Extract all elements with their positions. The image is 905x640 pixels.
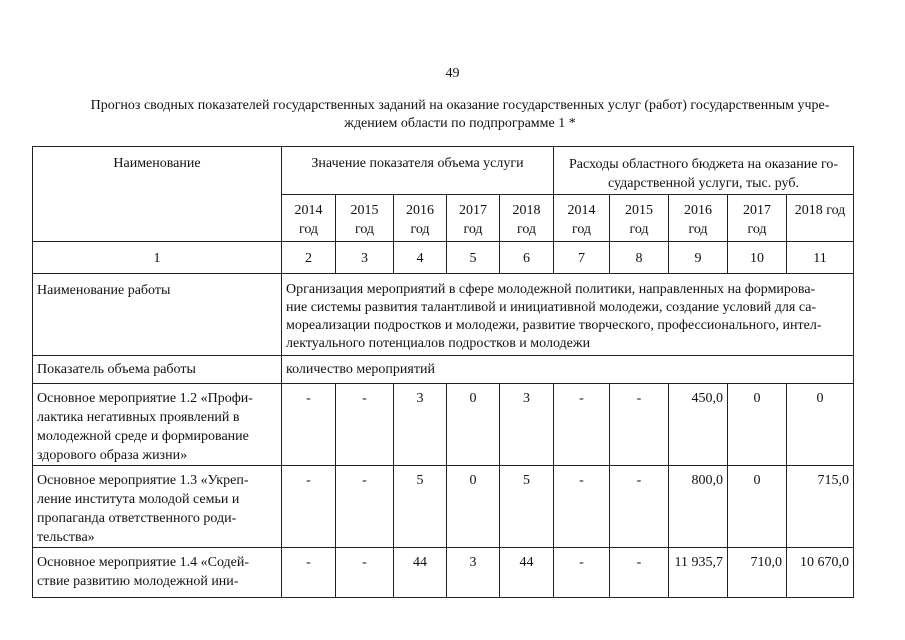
table-cell: - (610, 466, 669, 548)
indicator-row (33, 356, 854, 384)
table-cell: 710,0 (728, 548, 787, 598)
table-cell: - (282, 384, 336, 466)
document-title-line-1: Прогноз сводных показателей государственных заданий на оказание государственных услуг (работ) государственным учре- (90, 98, 830, 113)
table-cell: 3 (500, 384, 554, 466)
work-name-line: ние системы развития талантливой и инициативной молодежи, создание условий для са- (286, 300, 817, 315)
column-number: 9 (669, 242, 728, 274)
indicator-label: Показатель объема работы (33, 356, 282, 384)
column-number: 2 (282, 242, 336, 274)
table-cell: 450,0 (669, 384, 728, 466)
table-cell: - (610, 384, 669, 466)
work-name-line: лектуального потенциалов подростков и молодежи (286, 336, 591, 351)
table-cell: 0 (447, 466, 500, 548)
year-header: 2016 год (394, 195, 447, 242)
work-name-label: Наименование работы (33, 274, 282, 356)
table-row (33, 548, 854, 598)
table-cell: - (610, 548, 669, 598)
table-cell: 5 (394, 466, 447, 548)
work-name-row (33, 274, 854, 356)
table-cell: 44 (500, 548, 554, 598)
header-budget-group-line-1: Расходы областного бюджета на оказание го- (568, 157, 839, 172)
year-header: 2014 год (554, 195, 610, 242)
column-numbers-row (33, 242, 854, 274)
year-header: 2018 год (500, 195, 554, 242)
table-cell: 0 (728, 466, 787, 548)
table-cell: 11 935,7 (669, 548, 728, 598)
table-cell: 715,0 (787, 466, 854, 548)
forecast-table (32, 146, 854, 598)
indicator-value: количество мероприятий (282, 356, 854, 384)
table-cell: - (554, 384, 610, 466)
work-name-value (282, 274, 854, 356)
column-number: 11 (787, 242, 854, 274)
page-number: 49 (445, 66, 460, 81)
table-cell: 0 (728, 384, 787, 466)
table-cell: 800,0 (669, 466, 728, 548)
column-number: 7 (554, 242, 610, 274)
header-group-row (33, 147, 854, 195)
table-row (33, 466, 854, 548)
table-cell: - (282, 466, 336, 548)
activity-name: Основное мероприятие 1.2 «Профи- лактика негативных проявлений в молодежной среде и формирование здорового образа жизни» (33, 384, 282, 466)
activity-name: Основное мероприятие 1.3 «Укреп- ление института молодой семьи и пропаганда ответственного роди- тельства» (33, 466, 282, 548)
column-number: 1 (33, 242, 282, 274)
table-cell: 5 (500, 466, 554, 548)
table-row (33, 384, 854, 466)
table-cell: - (336, 466, 394, 548)
table-cell: 0 (447, 384, 500, 466)
header-budget-group (554, 147, 854, 195)
year-header: 2017 год (728, 195, 787, 242)
document-title-line-2: ждением области по подпрограмме 1 * (344, 116, 576, 131)
table-cell: - (336, 384, 394, 466)
document-title (60, 97, 860, 133)
column-number: 6 (500, 242, 554, 274)
activity-name: Основное мероприятие 1.4 «Содей- ствие развитию молодежной ини- (33, 548, 282, 598)
column-number: 4 (394, 242, 447, 274)
table-cell: 3 (447, 548, 500, 598)
table-cell: - (282, 548, 336, 598)
table-cell: 3 (394, 384, 447, 466)
year-header: 2015 год (336, 195, 394, 242)
column-number: 5 (447, 242, 500, 274)
column-number: 3 (336, 242, 394, 274)
table-cell: - (554, 466, 610, 548)
year-header: 2018 год (787, 195, 854, 242)
year-header: 2017 год (447, 195, 500, 242)
year-header: 2014 год (282, 195, 336, 242)
table-cell: - (336, 548, 394, 598)
table-cell: 0 (787, 384, 854, 466)
work-name-line: Организация мероприятий в сфере молодежной политики, направленных на формирова- (286, 282, 816, 297)
column-number: 10 (728, 242, 787, 274)
work-name-line: мореализации подростков и молодежи, развитие творческого, профессионального, интел- (286, 318, 822, 333)
column-number: 8 (610, 242, 669, 274)
header-name: Наименование (33, 147, 282, 242)
year-header: 2016 год (669, 195, 728, 242)
table-cell: 10 670,0 (787, 548, 854, 598)
header-budget-group-line-2: сударственной услуги, тыс. руб. (608, 176, 799, 191)
table-cell: 44 (394, 548, 447, 598)
header-volume-group: Значение показателя объема услуги (282, 147, 554, 195)
year-header: 2015 год (610, 195, 669, 242)
table-cell: - (554, 548, 610, 598)
